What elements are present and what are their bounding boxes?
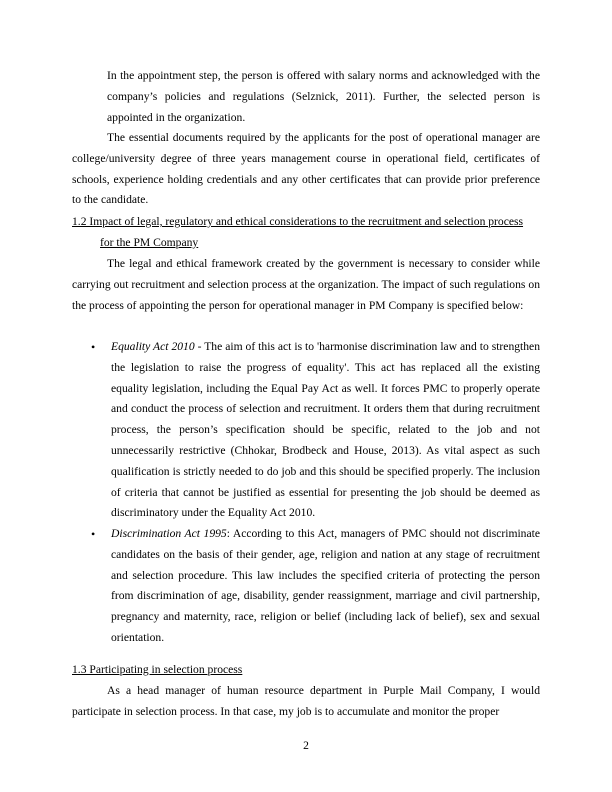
bullet-title: Equality Act 2010 — [111, 340, 195, 353]
list-item — [72, 524, 540, 649]
bullet-text: The aim of this act is to 'harmonise discrimination law and to strengthen the legislation to raise the progress of equality'. This act has replaced all the existing equality legislation, including the Equal Pay Act as well. It forces PMC to properly operate and conduct the process of selection and recruitment. It orders them that during recruitment process, the person’s specification should be specific, related to the job and not unnecessarily restrictive (Chhokar, Brodbeck and House, 2013). As vital aspect as such qualification is strictly needed to do job and this should be specified properly. The inclusion of criteria that cannot be justified as essential for presenting the job should be deemed as discriminatory under the Equality Act 2010. — [111, 340, 540, 520]
paragraph-participating: As a head manager of human resource department in Purple Mail Company, I would participate in selection process. In that case, my job is to accumulate and monitor the proper — [72, 684, 540, 718]
paragraph-appointment-step: In the appointment step, the person is offered with salary norms and acknowledged with the company’s policies and regulations (Selznick, 2011). Further, the selected person is appointed in the organization. — [107, 69, 540, 124]
bullet-separator: : — [226, 527, 233, 540]
bullet-separator: - — [194, 340, 205, 353]
section-heading-1-2-line1: 1.2 Impact of legal, regulatory and ethical considerations to the recruitment and selection process — [72, 215, 524, 228]
bullet-icon: • — [91, 527, 96, 541]
section-heading-1-2 — [72, 212, 540, 254]
bullet-title: Discrimination Act 1995 — [111, 527, 227, 540]
bullet-text: According to this Act, managers of PMC should not discriminate candidates on the basis of their gender, age, religion and nation at any stage of recruitment and selection procedure. This law includes the specified criteria of protecting the person from discrimination of age, disability, gender reassignment, marriage and civil partnership, pregnancy and maternity, race, religion or belief (including lack of belief), sex and sexual orientation. — [111, 527, 540, 644]
section-heading-1-3: 1.3 Participating in selection process — [72, 663, 243, 676]
bullet-icon: • — [91, 340, 96, 354]
paragraph-legal-framework: The legal and ethical framework created by the government is necessary to consider while carrying out recruitment and selection process at the organization. The impact of such regulations on the process of appointing the person for operational manager in PM Company is specified below: — [72, 257, 540, 312]
bullet-list-discrimination-act — [72, 524, 540, 649]
page-number: 2 — [303, 739, 309, 752]
section-heading-1-2-line2: for the PM Company — [100, 235, 199, 249]
list-item — [72, 337, 540, 524]
paragraph-essential-documents: The essential documents required by the applicants for the post of operational manager are college/university degree of three years management course in operational field, certificates of schools, experience holding credentials and any other certificates that can provide prior preference to the candidate. — [72, 131, 540, 207]
bullet-list-equality-act — [72, 337, 540, 524]
